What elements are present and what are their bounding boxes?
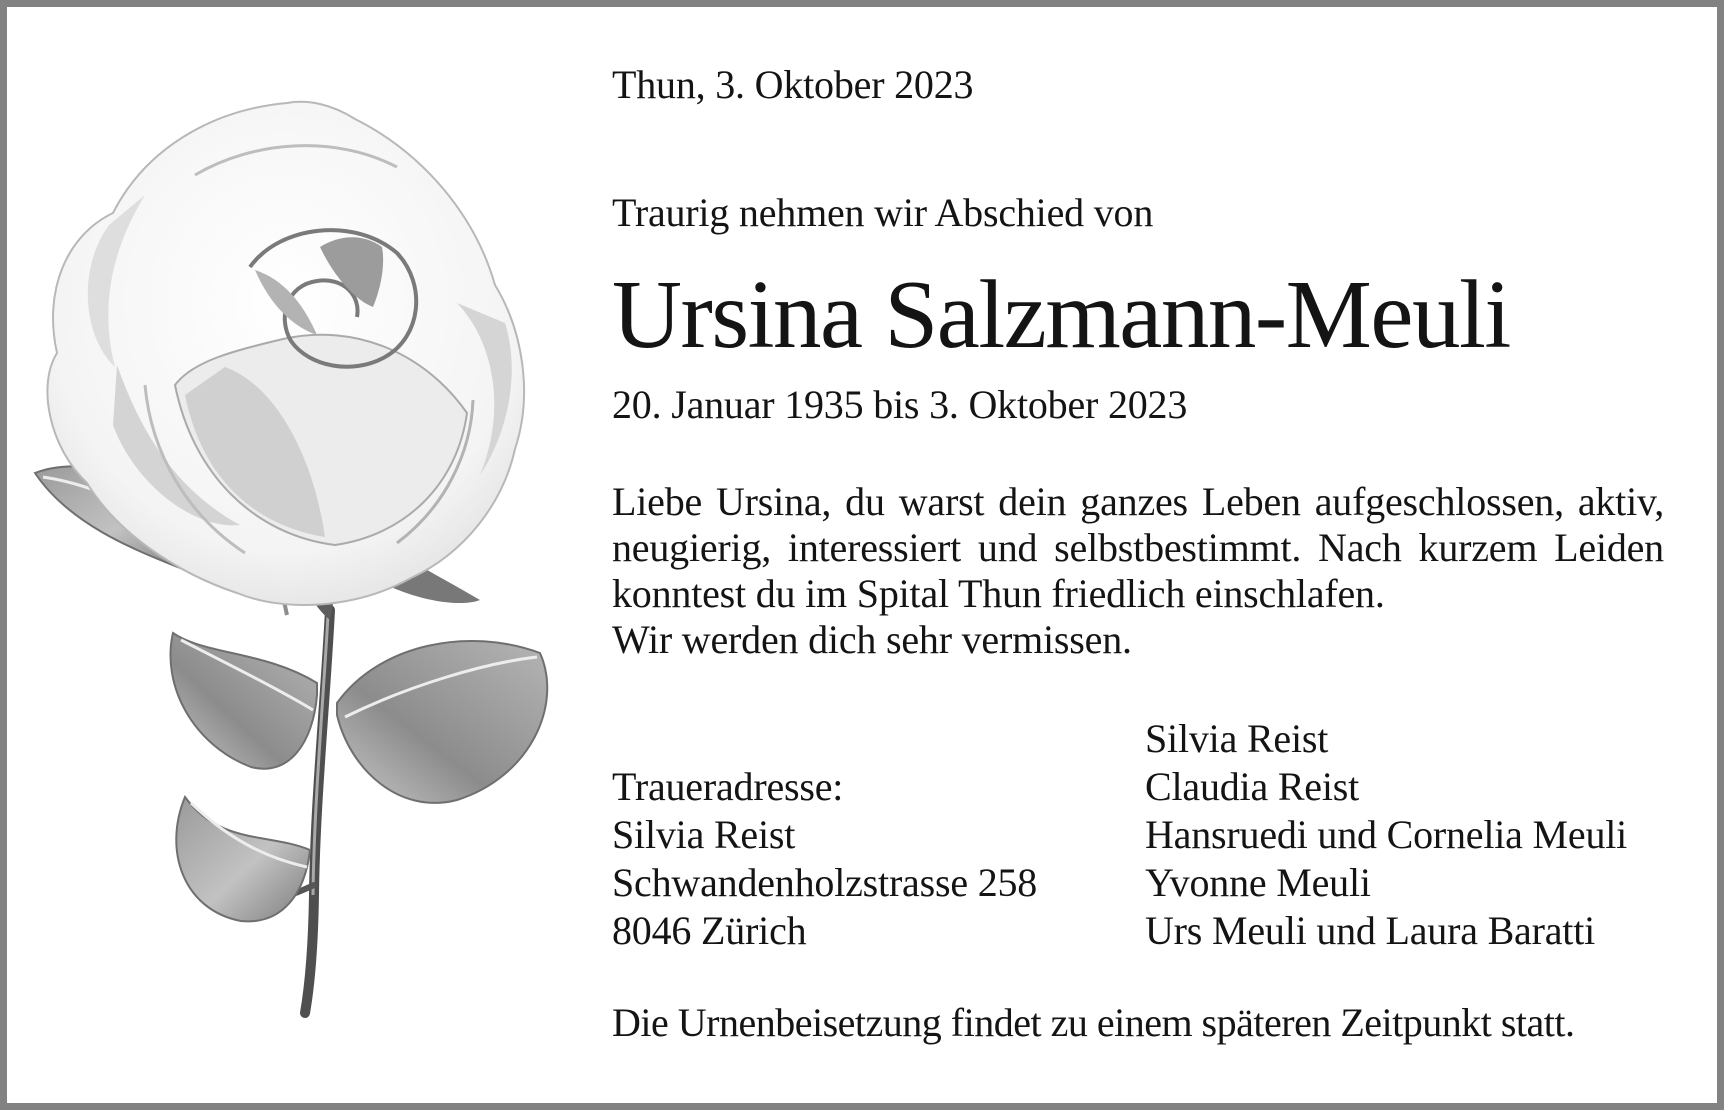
eulogy-justified-text: Liebe Ursina, du warst dein ganzes Leben aufgeschlossen, aktiv, neugierig, interessiert und selbstbestimmt. Nach kurzem Leiden konntest du im Spital Thun friedlich einschlafen. (612, 479, 1664, 616)
mourner-name: Urs Meuli und Laura Baratti (1145, 908, 1596, 953)
mourner-name: Silvia Reist (1145, 716, 1329, 761)
rose-icon (25, 55, 573, 1030)
deceased-name: Ursina Salzmann-Meuli (612, 261, 1510, 368)
address-label: Traueradresse: (612, 764, 844, 809)
rose-illustration (25, 55, 573, 1030)
address-line: Schwandenholzstrasse 258 (612, 860, 1038, 905)
dateline: Thun, 3. Oktober 2023 (612, 62, 974, 107)
mourning-address-block (612, 763, 1037, 955)
mourner-name: Yvonne Meuli (1145, 860, 1371, 905)
eulogy-paragraph (612, 479, 1664, 663)
lifespan-dates: 20. Januar 1935 bis 3. Oktober 2023 (612, 382, 1188, 427)
mourner-name: Hansruedi und Cornelia Meuli (1145, 812, 1628, 857)
address-line: Silvia Reist (612, 812, 796, 857)
eulogy-last-line: Wir werden dich sehr vermissen. (612, 617, 1132, 662)
address-line: 8046 Zürich (612, 908, 807, 953)
closing-line: Die Urnenbeisetzung findet zu einem späteren Zeitpunkt statt. (612, 1000, 1575, 1045)
mourner-name: Claudia Reist (1145, 764, 1360, 809)
intro-line: Traurig nehmen wir Abschied von (612, 190, 1154, 235)
mourners-list (1145, 715, 1627, 955)
